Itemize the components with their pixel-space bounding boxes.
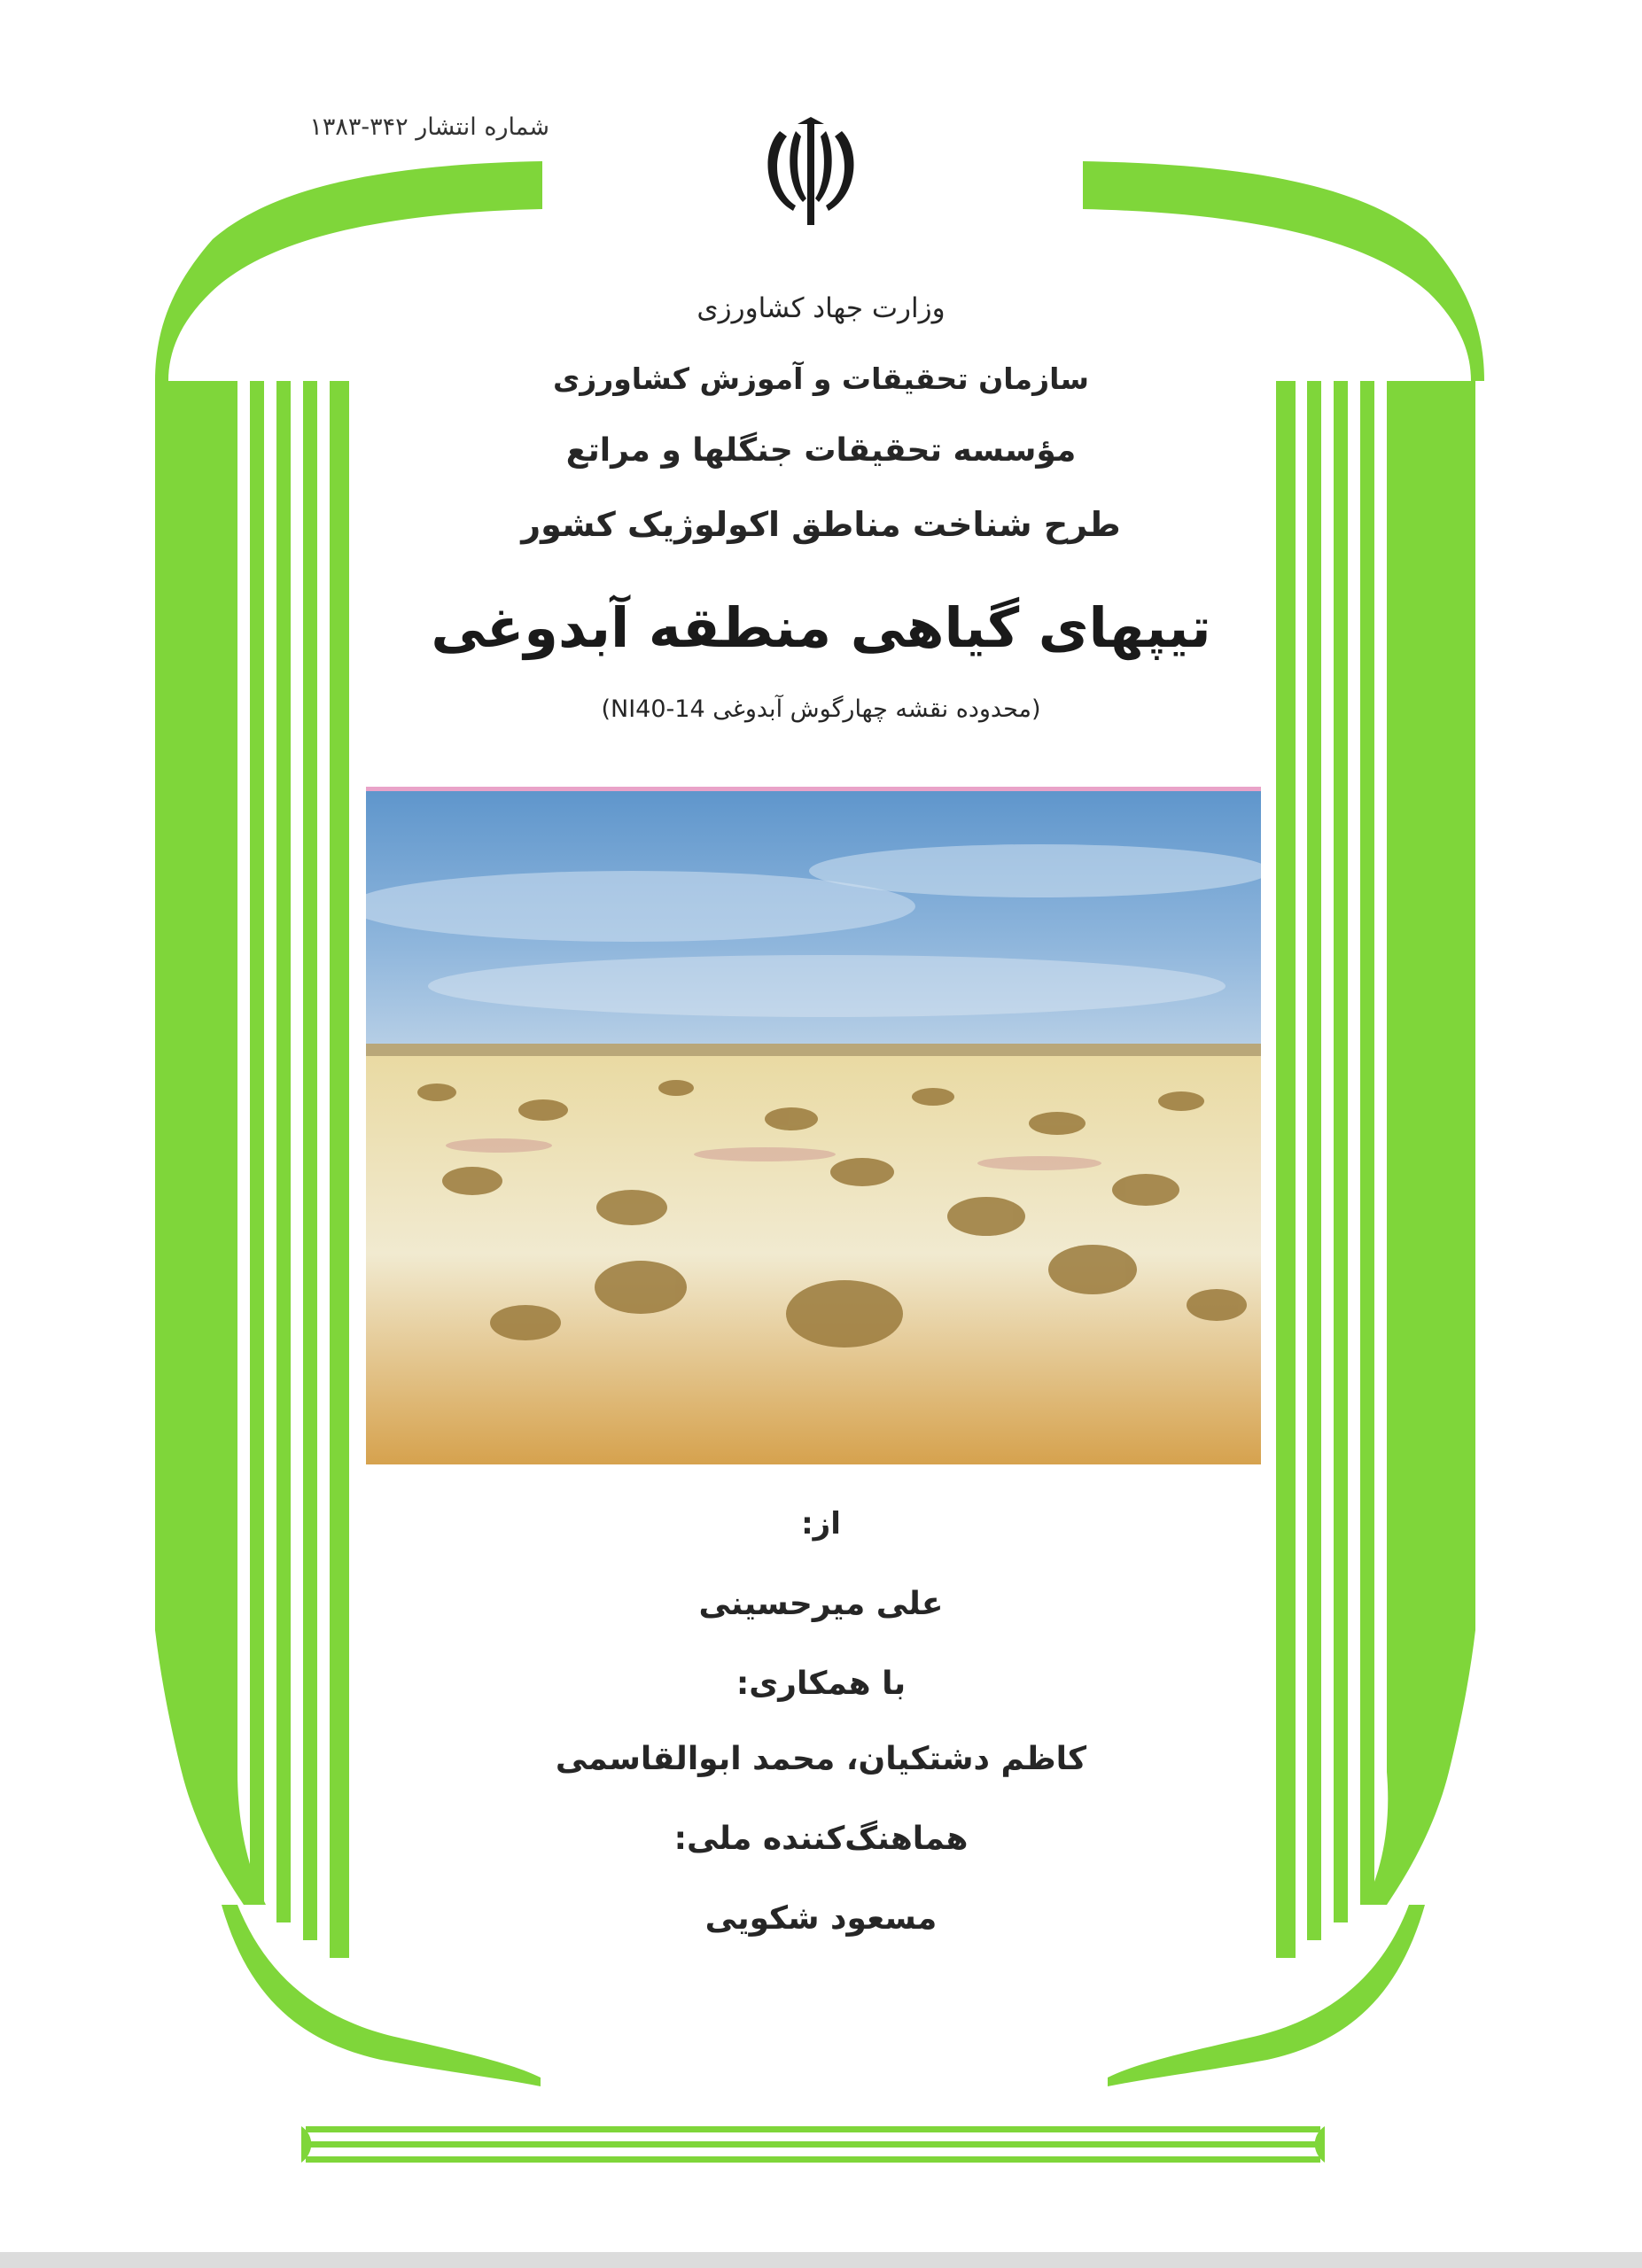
collaborator-names: کاظم دشتکیان، محمد ابوالقاسمی [555, 1741, 1087, 1777]
organization-heading: سازمان تحقیقات و آموزش کشاورزی [553, 361, 1089, 396]
frame-bottom-band [301, 2126, 1325, 2163]
publication-number: شماره انتشار ۳۴۲-۱۳۸۳ [309, 113, 549, 141]
frame-top-left-arch [155, 161, 542, 381]
coordinator-name: مسعود شکویی [704, 1900, 938, 1937]
desert-landscape-photo [366, 787, 1261, 1464]
ministry-heading: وزارت جهاد کشاورزی [696, 292, 946, 324]
book-subtitle: (محدوده نقشه چهارگوش آبدوغی NI40-14) [601, 695, 1041, 723]
by-label: از: [801, 1506, 841, 1542]
author-name: علی میرحسینی [698, 1586, 944, 1622]
coordinator-label: هماهنگ‌کننده ملی: [673, 1821, 969, 1857]
scan-edge [0, 2252, 1642, 2268]
book-title: تیپهای گیاهی منطقه آبدوغی [431, 595, 1211, 660]
institute-heading: مؤسسه تحقیقات جنگلها و مراتع [565, 432, 1077, 469]
collaboration-label: با همکاری: [735, 1666, 907, 1702]
project-heading: طرح شناخت مناطق اکولوژیک کشور [521, 505, 1121, 544]
iran-emblem-icon [744, 113, 877, 229]
frame-top-right-arch [1083, 161, 1484, 381]
